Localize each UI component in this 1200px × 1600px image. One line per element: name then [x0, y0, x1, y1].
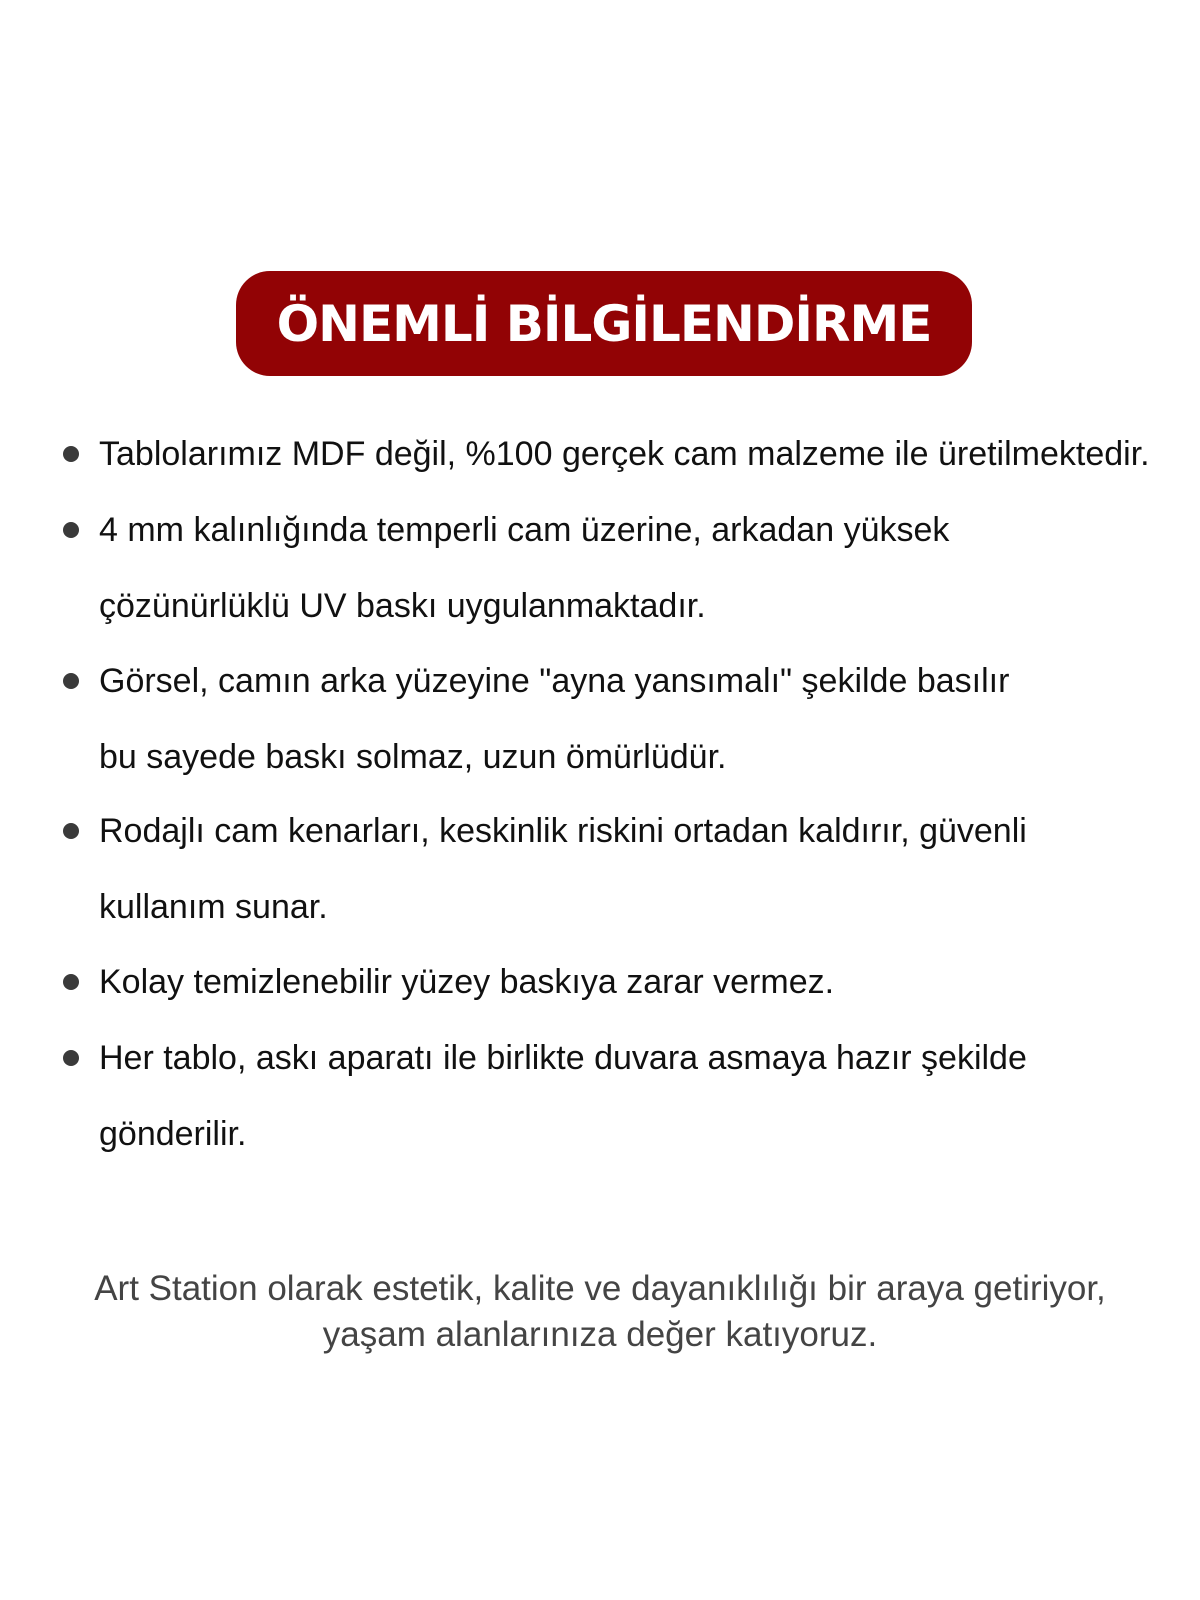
list-item-text: 4 mm kalınlığında temperli cam üzerine, arkadan yüksek — [99, 511, 950, 549]
list-item-text: Rodajlı cam kenarları, keskinlik riskini ortadan kaldırır, güvenli — [99, 812, 1027, 850]
list-item-text: Tablolarımız MDF değil, %100 gerçek cam malzeme ile üretilmektedir. — [99, 435, 1150, 473]
bullet-icon — [63, 1050, 79, 1066]
list-item-text: Her tablo, askı aparatı ile birlikte duvara asmaya hazır şekilde — [99, 1039, 1027, 1077]
bullet-icon — [63, 446, 79, 462]
list-item-text: kullanım sunar. — [99, 888, 328, 926]
list-item-text: bu sayede baskı solmaz, uzun ömürlüdür. — [99, 738, 727, 776]
footer-line: Art Station olarak estetik, kalite ve dayanıklılığı bir araya getiriyor, — [94, 1269, 1106, 1308]
bullet-icon — [63, 974, 79, 990]
list-item-text: Görsel, camın arka yüzeyine "ayna yansımalı" şekilde basılır — [99, 662, 1010, 700]
list-item-text: çözünürlüklü UV baskı uygulanmaktadır. — [99, 587, 706, 625]
list-item-text: Kolay temizlenebilir yüzey baskıya zarar vermez. — [99, 963, 835, 1001]
page-title: ÖNEMLİ BİLGİLENDİRME — [276, 294, 932, 353]
bullet-icon — [63, 522, 79, 538]
bullet-icon — [63, 823, 79, 839]
list-item-text: gönderilir. — [99, 1115, 247, 1153]
bullet-icon — [63, 673, 79, 689]
footer-line: yaşam alanlarınıza değer katıyoruz. — [322, 1315, 878, 1354]
footer-statement — [0, 1266, 1200, 1358]
